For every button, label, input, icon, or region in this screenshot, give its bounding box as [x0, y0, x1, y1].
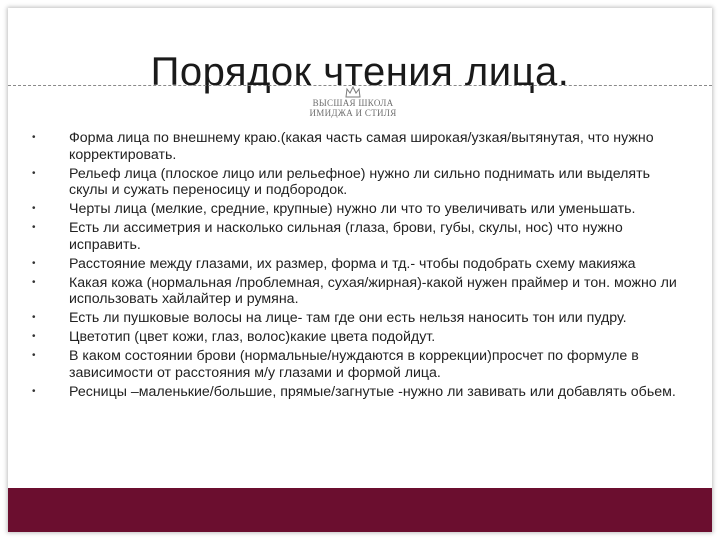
bullet-icon: •: [32, 203, 36, 214]
list-item-text: Рельеф лица (плоское лицо или рельефное) нужно ли сильно поднимать или выделять скулы и сужать переносицу и подбородок.: [69, 165, 650, 198]
logo-line-1: ВЫСШАЯ ШКОЛА: [312, 98, 394, 108]
list-item-text: В каком состоянии брови (нормальные/нуждаются в коррекции)просчет по формуле в зависимости от расстояния м/у глазами и формой лица.: [69, 348, 639, 381]
bullet-icon: •: [32, 350, 36, 361]
list-item-text: Есть ли пушковые волосы на лице- там где они есть нельзя наносить тон или пудру.: [69, 310, 627, 326]
list-item: [8, 275, 712, 308]
list-item: [8, 130, 712, 163]
footer-band: [8, 488, 712, 532]
list-item-text: Черты лица (мелкие, средние, крупные) нужно ли что то увеличивать или уменьшать.: [69, 201, 636, 217]
bullet-icon: •: [32, 312, 36, 323]
list-item-text: Форма лица по внешнему краю.(какая часть самая широкая/узкая/вытянутая, что нужно корректировать.: [69, 130, 654, 163]
list-item-text: Есть ли ассиметрия и насколько сильная (глаза, брови, губы, скулы, нос) что нужно исправить.: [69, 220, 623, 253]
list-item: [8, 201, 712, 218]
slide: [8, 8, 712, 532]
list-item-text: Цветотип (цвет кожи, глаз, волос)какие цвета подойдут.: [69, 329, 436, 345]
logo-line-2: ИМИДЖА И СТИЛЯ: [309, 108, 397, 118]
list-item: [8, 348, 712, 381]
crown-icon: [345, 86, 361, 98]
bullet-icon: •: [32, 222, 36, 233]
list-item-text: Какая кожа (нормальная /проблемная, сухая/жирная)-какой нужен праймер и тон. можно ли использовать хайлайтер и румяна.: [69, 274, 677, 307]
bullet-icon: •: [32, 331, 36, 342]
list-item: [8, 220, 712, 253]
list-item: [8, 329, 712, 346]
list-item: [8, 310, 712, 327]
bullet-icon: •: [32, 385, 36, 397]
list-item: [8, 256, 712, 273]
bullet-list: [8, 130, 712, 400]
list-item-text: Расстояние между глазами, их размер, форма и тд.- чтобы подобрать схему макияжа: [69, 255, 636, 272]
list-item: [8, 384, 712, 401]
list-item: [8, 166, 712, 199]
bullet-icon: •: [32, 276, 36, 288]
bullet-icon: •: [32, 257, 36, 269]
slide-title: Порядок чтения лица.: [150, 50, 570, 94]
list-item-text: Ресницы –маленькие/большие, прямые/загнутые -нужно ли завивать или добавлять обьем.: [69, 383, 676, 400]
school-logo: [308, 86, 398, 128]
bullet-icon: •: [32, 167, 36, 179]
bullet-icon: •: [32, 132, 36, 143]
